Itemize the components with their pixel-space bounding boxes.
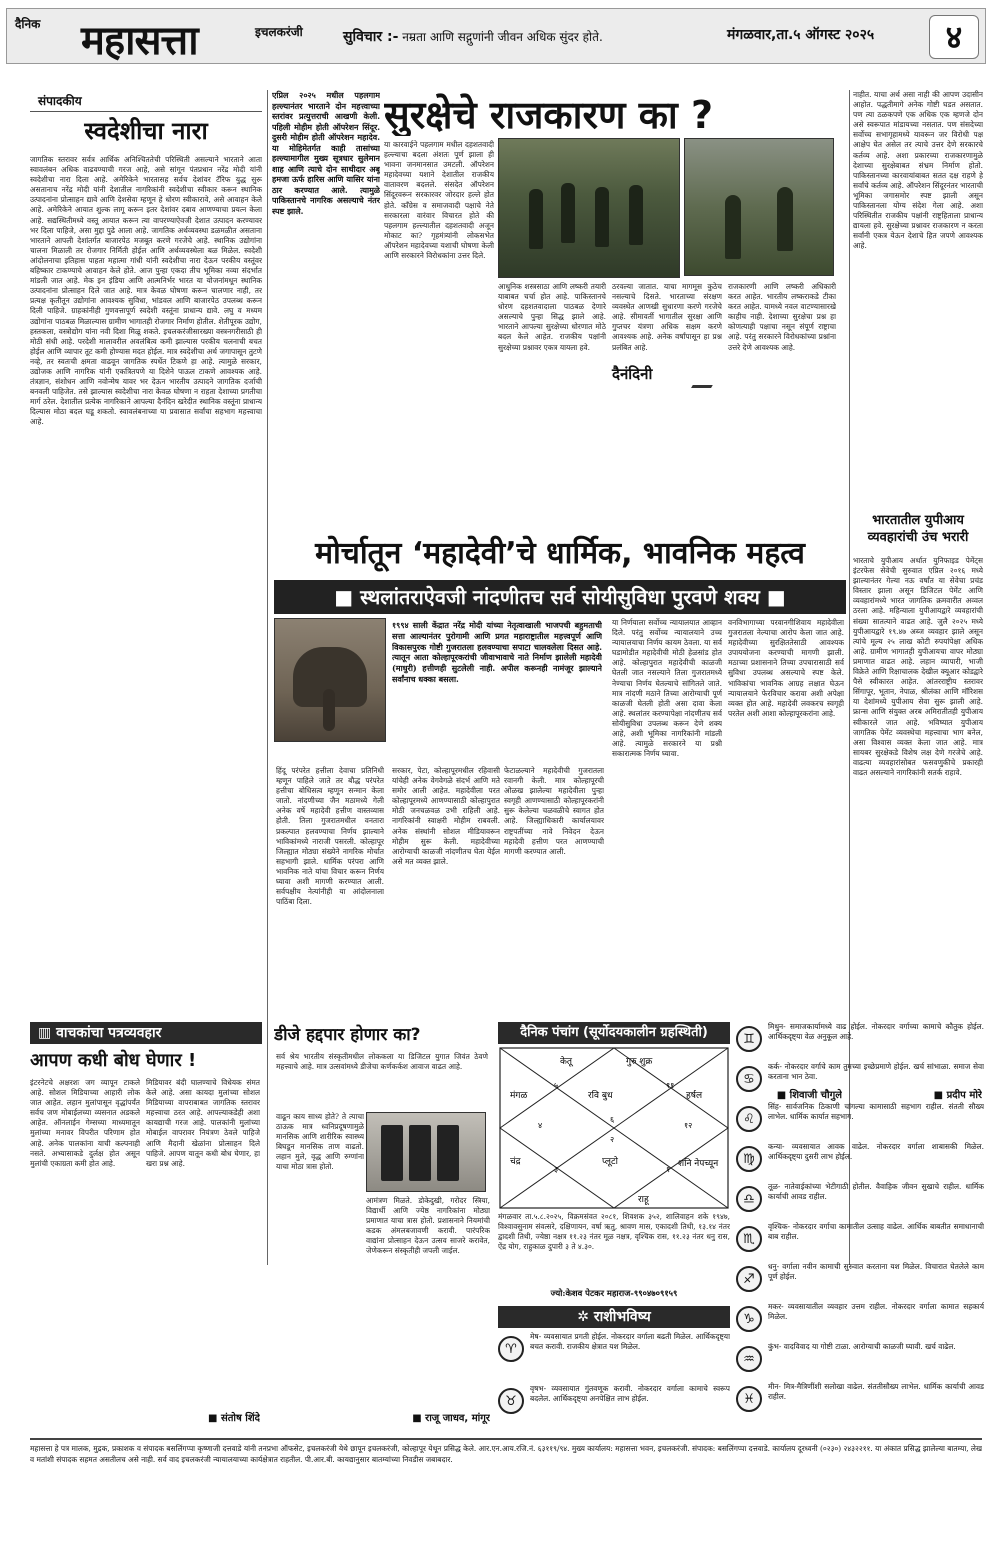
masthead — [6, 8, 986, 64]
speakers-photo — [366, 1112, 486, 1192]
publication-date: मंगळवार,ता.५ ऑगस्ट २०२५ — [727, 27, 875, 43]
dj-column: वाढून काय साध्य होते? ते त्याचा ठाऊक मात्र ध्वनिप्रदूषणामुळे मानसिक आणि शारीरिक स्वास्थ्य बिघडून मानसिक ताण वाढतो. लहान मुले, वृद्ध आणि रुग्णांना याचा मोठा त्रास होतो. — [276, 1112, 364, 1172]
article1-column: ठरवल्या जातात. याचा मागमूस कुठेच नसल्याचे दिसते. भारताच्या संरक्षण व्यवस्थेत आणखी सुधारणा करणे गरजेचे आहे. सीमावर्ती भागातील सुरक्षा आणि गुप्तचर यंत्रणा अधिक सक्षम करणे आवश्यक आहे. अनेक वर्षांपासून हा प्रश्न प्रलंबित आहे. — [612, 282, 722, 352]
house-number: ५ — [554, 1081, 559, 1090]
article2-headline: मोर्चातून ‘महादेवी’चे धार्मिक, भावनिक महत्व — [315, 536, 805, 571]
house-label: मंगळ — [510, 1091, 528, 1101]
dj-column: आमंत्रण मिळते. डोकेदुखी, गरोदर स्त्रिया, विद्यार्थी आणि ज्येष्ठ नागरिकांना मोठ्या प्रमाणात याचा त्रास होतो. प्रशासनाने नियमांची कडक अंमलबजावणी करावी. पारंपरिक वाद्यांना प्रोत्साहन देऊन उत्सव साजरे करावेत, जेणेकरून संस्कृतीही जपली जाईल. — [366, 1196, 490, 1256]
editorial-kicker: संपादकीय — [30, 90, 262, 112]
house-number: १२ — [684, 1121, 693, 1130]
rashi-item: धनु- वर्गाला नवीन कामाची सुरुवात करताना यश मिळेल. विचारात घेतलेले काम पूर्ण होईल. — [768, 1262, 984, 1281]
sagittarius-icon: ♐ — [736, 1266, 762, 1292]
taurus-icon: ♉ — [498, 1388, 524, 1414]
rashi-item: मकर- व्यवसायातील व्यवहार उत्तम राहील. नोकरदार वर्गाला कामात सहकार्य मिळेल. — [768, 1302, 984, 1321]
soldier-figure — [595, 187, 609, 247]
rashi-item: मीन- मित्र-मैत्रिणींशी सलोखा वाढेल. संततीसौख्य लाभेल. धार्मिक कार्याची आवड राहील. — [768, 1382, 984, 1401]
rashi-item: मिथुन- समाजकार्यामध्ये वाढ होईल. नोकरदार वर्गाच्या कामाचे कौतुक होईल. आर्थिकदृष्ट्या वेळ अनुकूल आहे. — [768, 1022, 984, 1041]
rashi-item: कर्क- नोकरदार वर्गाचे काम तुमच्या इच्छेप्रमाणे होईल. खर्च सांभाळा. समाज सेवा करताना भान ठेवा. — [768, 1062, 984, 1081]
article2-column: सरकार, पेटा, कोल्हापूरमधील रहिवासी यांचेही अनेक वेगवेगळे संदर्भ आणि मते समोर आली आहेत. महादेवीला परत कोल्हापूरमध्ये आणण्यासाठी कोल्हापुरात मोठी जनचळवळ उभी राहिली आहे. नागरिकांनी स्वाक्षरी मोहीम राबवली. अनेक संस्थांनी सोशल मीडियावरून मोहीम सुरू केली. महादेवीच्या आरोग्याची काळजी नांदणीतच घेता येईल असे मत व्यक्त झाले. — [392, 766, 500, 866]
panchang-astrologer: ज्यो:केशव पेटकर महाराज-९९०४७०९१५९ — [550, 1288, 678, 1298]
letters-section-header — [30, 1022, 262, 1044]
editorial-body: जागतिक स्तरावर सर्वत्र आर्थिक अनिश्चिततेची परिस्थिती असल्याने भारताने आता स्वावलंबन अधिक वाढवण्याची गरज आहे, असे सांगून पंतप्रधान नरेंद्र मोदी यांनी स्वदेशीचा नारा दिला आहे. अमेरिकेने भारतासह सर्वच देशांवर टॅरिफ युद्ध सुरू असतानाच नरेंद्र मोदी यांनी देशातील नागरिकांनी स्वदेशीचा स्वीकार करून स्थानिक उत्पादनांना प्रोत्साहन द्यावे आणि देशसेवा म्हणून हे धोरण स्वीकारावे, असे आवाहन केले आहे. अमेरिकेने आयात शुल्क लागू करून इतर देशांवर दबाव आणण्याचा प्रयत्न केला आहे. सद्यस्थितीमध्ये वस्तू आयात करून त्या वापरण्याऐवजी देशात उत्पादन करण्यावर भर दिला पाहिजे, असा मुद्दा पुढे आला आहे. जागतिक अर्थव्यवस्था डळमळीत असताना भारताने आपली देशांतर्गत बाजारपेठ मजबूत करणे गरजेचे आहे. स्थानिक उद्योगांना चालना मिळाली तर रोजगार निर्मिती होईल आणि अर्थव्यवस्थेला बळ मिळेल. स्वदेशी आंदोलनाचा इतिहास पाहता महात्मा गांधी यांनी स्वदेशीचा नारा देऊन परकीय वस्तूंवर बहिष्कार टाकण्याचे आवाहन केले होते. आज पुन्हा एकदा तीच भूमिका नव्या संदर्भात मांडली जात आहे. मेक इन इंडिया आणि आत्मनिर्भर भारत या योजनांमधून स्थानिक उत्पादनांना प्रोत्साहन दिले जात आहे. मात्र केवळ घोषणा करून चालणार नाही, तर प्रत्यक्ष कृतीतून उद्योगांना आवश्यक सुविधा, भांडवल आणि बाजारपेठ उपलब्ध करून दिली पाहिजे. ग्राहकांनीही गुणवत्तापूर्ण स्वदेशी वस्तूंना प्राधान्य द्यावे. लघु व मध्यम उद्योगांना पाठबळ मिळाल्यास ग्रामीण भागातही रोजगार निर्माण होतील. शेतीपूरक उद्योग, हस्तकला, वस्त्रोद्योग यांना नवी दिशा मिळू शकते. इचलकरंजीसारख्या वस्त्रनगरीसाठी ही मोठी संधी आहे. परदेशी मालावरील अवलंबित्व कमी झाल्यास परकीय चलनाची बचत होईल आणि व्यापार तूट कमी होण्यास मदत होईल. मात्र स्वदेशीचा अर्थ जगापासून तुटणे नव्हे, तर स्वतःची क्षमता वाढवून जागतिक स्पर्धेत टिकणे हा आहे. त्यामुळे सरकार, उद्योजक आणि नागरिक यांनी एकत्रितपणे या दिशेने पाऊल टाकणे आवश्यक आहे. तंत्रज्ञान, संशोधन आणि नवोन्मेष यावर भर देऊन भारतीय उत्पादने जागतिक दर्जाची बनवली पाहिजेत. तसे झाल्यास स्वदेशीचा नारा केवळ घोषणा न राहता देशाच्या प्रगतीचा मार्ग ठरेल. देशातील प्रत्येक नागरिकाने आपल्या दैनंदिन खरेदीत स्थानिक वस्तूंना प्राधान्य दिल्यास मोठा बदल घडू शकतो. स्वावलंबनाच्या या प्रवासात सर्वांचा सहभाग महत्त्वाचा आहे. — [30, 155, 262, 427]
book-icon: ▥ — [38, 1025, 57, 1041]
panchang-details: मंगळवार ता.५.८.२०२५, विक्रमसंवत २०८१, शिवशक ३५२, शालिवाहन शके १९४७, विश्वावसुनाम संवत्सरे, दक्षिणायन, वर्षा ऋतु, श्रावण मास, एकादशी तिथी, १३.१४ नंतर द्वादशी तिथी, ज्येष्ठा नक्षत्र ११.२३ नंतर मूळ नक्षत्र, वृश्चिक रास, ११.२३ नंतर धनु रास, ऐंद्र योग, राहुकाळ दुपारी ३ ते ४.३०. — [498, 1212, 730, 1252]
article2-column: वनविभागाच्या परवानगीशिवाय महादेवीला गुजरातला नेल्याचा आरोप केला जात आहे. महादेवीच्या सुरक्षिततेसाठी आवश्यक उपाययोजना करण्याची मागणी झाली. मठाच्या प्रशासनाने तिच्या उपचारासाठी सर्व सुविधा उपलब्ध असल्याचे स्पष्ट केले. भाविकांचा भावनिक आग्रह लक्षात घेऊन न्यायालयाने फेरविचार करावा अशी अपेक्षा व्यक्त होत आहे. महादेवी लवकरच स्वगृही परतेल अशी आशा कोल्हापूरकरांना आहे. — [728, 618, 844, 718]
article2-subheadline: ■ स्थलांतराऐवजी नांदणीतच सर्व सोयीसुविधा पुरवणे शक्य ■ — [274, 580, 846, 614]
house-number: २ — [610, 1135, 615, 1144]
leo-icon: ♌ — [736, 1106, 762, 1132]
gemini-icon: ♊ — [736, 1026, 762, 1052]
house-label: रवि बुध — [588, 1091, 613, 1101]
rashi-right-group — [736, 1022, 984, 1434]
capricorn-icon: ♑ — [736, 1306, 762, 1332]
house-label: हर्षल — [686, 1091, 703, 1101]
article2-lead: १९९४ साली केंद्रात नरेंद्र मोदी यांच्या नेतृत्वाखाली भाजपची बहुमताची सत्ता आल्यानंतर पुरोगामी आणि प्रगत महाराष्ट्रातील महत्त्वपूर्ण आणि विकासपुरक गोष्टी गुजरातला हलवण्याचा सपाटा चालवलेला दिसत आहे. त्यातून आता कोल्हापूरकरांची जीवाभावाचे नाते निर्माण झालेली महादेवी (माधुरी) हत्तीणही सुटलेली नाही. अपील करूनही नामंजूर झाल्याने सर्वांनाच धक्का बसला. — [392, 620, 602, 684]
soldier-figure — [777, 187, 793, 251]
article1-column: राजकारणी आणि लष्करी अधिकारी करत आहेत. भारतीय लष्कराकडे टीका करत आहेत. यामध्ये नवल वाटण्यासारखे काहीच नाही. देशाच्या सुरक्षेचा प्रश्न हा कोणत्याही पक्षाचा नसून संपूर्ण राष्ट्राचा आहे. परंतु सरकारने विरोधकांच्या प्रश्नांना उत्तरे देणे आवश्यक आहे. — [728, 282, 836, 352]
rashi-item: वृश्चिक- नोकरदार वर्गाचा कामातील उत्साह वाढेल. आर्थिक बाबतीत समाधानाची बाब राहील. — [768, 1222, 984, 1241]
article1-far-column: नाहीत. याचा अर्थ असा नाही की आपण उदासीन आहोत. पद्धतीमागे अनेक गोष्टी घडत असतात. पण त्या ठळकपणे एक अधिक एक म्हणजे दोन असे स्वरूपात मांडायच्या नसतात. पण संसदेच्या सर्वोच्च सभागृहामध्ये यावरून जर विरोधी पक्ष आक्षेप घेत असेल तर त्याचे उत्तर देणे सरकारचे कर्तव्य आहे. अशा प्रकारच्या राजकारणामुळे देशाच्या सुरक्षेबाबत संभ्रम निर्माण होतो. पाकिस्तानच्या कारवायांबाबत सतत दक्ष राहणे हे सर्वांचे कर्तव्य आहे. ऑपरेशन सिंदूरनंतर भारताची भूमिका जगासमोर स्पष्ट झाली असून पाकिस्तानला योग्य संदेश गेला आहे. अशा परिस्थितीत राजकीय पक्षांनी राष्ट्रहिताला प्राधान्य द्यायला हवे. सुरक्षेच्या प्रश्नावर राजकारण न करता सर्वांनी एकत्र येऊन देशाचे हित जपणे आवश्यक आहे. — [853, 90, 983, 251]
soldier-figure — [529, 189, 543, 249]
rashi-item: कन्या- व्यवसायात आवक वाढेल. नोकरदार वर्गाला शाबासकी मिळेल. आर्थिकदृष्ट्या दुसरी लाभ होईल. — [768, 1142, 984, 1161]
thought-label: सुविचार :- — [343, 29, 399, 45]
dj-byline: ■ राजू जाधव, मांगूर — [412, 1413, 490, 1424]
scorpio-icon: ♏ — [736, 1226, 762, 1252]
article1-headline: सुरक्षेचे राजकारण का ? — [384, 93, 713, 136]
imprint-footer: महासत्ता हे पत्र मालक, मुद्रक, प्रकाशक व संपादक बसलिंगप्पा कृष्णाजी दत्तवाडे यांनी तनप्रभा ऑफसेट, इचलकरंजी येथे छापून इचलकरंजी, कोल्हापूर येथून प्रसिद्ध केले. आर.एन.आय.रजि.नं. ६३११९/९४. मुख्य कार्यालय: महासत्ता भवन, इचलकरंजी. संपादक: बसलिंगप्पा दत्तवाडे. कार्यालय दूरध्वनी (०२३०) २४३२२११. या अंकात प्रसिद्ध झालेल्या बातम्या, लेख व मतांशी संपादक सहमत असतीलच असे नाही. सर्व वाद इचलकरंजी न्यायालयाच्या कार्यक्षेत्रात राहतील. पी.आर.बी. कायद्यानुसार बातम्यांच्या निवडीस जबाबदार. — [30, 1438, 982, 1508]
article2-column: या निर्णयाला सर्वोच्च न्यायालयात आव्हान दिले. परंतु सर्वोच्च न्यायालयाने उच्च न्यायालयाचा निर्णय कायम ठेवला. या सर्व घडामोडीत महादेवीची मोठी हेळसांड होत आहे. कोल्हापुरात महादेवीची काळजी घेतली जात नसल्याने तिला गुजरातमध्ये नेण्याचा निर्णय घेतल्याचे सांगितले जाते. मात्र नांदणी मठाने तिच्या आरोग्याची पूर्ण काळजी घेतली होती असा दावा केला आहे. स्थलांतर करण्यापेक्षा नांदणीतच सर्व सोयीसुविधा उपलब्ध करून देणे शक्य आहे, अशी भूमिका नागरिकांनी मांडली आहे. त्यामुळे सरकारने या प्रश्नी सकारात्मक निर्णय घ्यावा. — [612, 618, 722, 759]
article2-column: फेटाळल्याने महादेवीची गुजरातला रवानगी केली. मात्र कोल्हापूरची ओळख झालेल्या महादेवीला पुन्हा स्वगृही आणण्यासाठी कोल्हापूरकरांनी सुरू केलेल्या चळवळीचे स्वागत होत आहे. जिल्ह्याधिकारी कार्यालयावर राष्ट्रपतींच्या नावे निवेदन देऊन महादेवी हत्तीण परत आणण्याची मागणी करण्यात आली. — [504, 766, 604, 856]
rashi-item: सिंह- सार्वजनिक ठिकाणी चांगल्या कामासाठी सहभाग राहील. संतती सौख्य लाभेल. धार्मिक कार्यात सहभाग. — [768, 1102, 984, 1121]
panchang-header: दैनिक पंचांग (सूर्योदयकालीन ग्रहस्थिती) — [498, 1022, 730, 1044]
rashi-left-group — [498, 1332, 730, 1436]
letters-column: इंटरनेटचे अक्षरशः जग व्यापून टाकले आहे. सोशल मिडियाच्या आहारी लोक जात आहेत. लहान मुलांपासून वृद्धांपर्यंत सर्वच जण मोबाईलच्या व्यसनात अडकले आहेत. ऑनलाईन गेम्सच्या माध्यमातून मुलांच्या मनावर विपरीत परिणाम होत आहे. अनेक पालकांना याची कल्पनाही नसते. अभ्यासाकडे दुर्लक्ष होत असून मुलांची एकाग्रता कमी होत आहे. — [30, 1078, 140, 1168]
dainandini-logo — [610, 360, 722, 394]
letters-title: आपण कधी बोध घेणार ! — [30, 1050, 197, 1071]
virgo-icon: ♍ — [736, 1146, 762, 1172]
house-label: शनि नेपच्यून — [678, 1159, 719, 1169]
paper-prefix: दैनिक — [15, 17, 41, 31]
article1-column: या कारवाईने पहलगाम मधील दहशतवादी हल्ल्याचा बदला अंशतः पूर्ण झाला ही भावना जनमानसात उमटली. ऑपरेशन महादेवच्या यशाने देशातील राजकीय वातावरण बदलले. संसदेत ऑपरेशन सिंदूरवरून सरकारवर जोरदार हल्ले होत होते. काँग्रेस व समाजवादी पक्षाचे नेते सरकारला वारंवार विचारत होते की पहलगाम हल्ल्यातील दहशतवादी अजून मोकाट का? गृहमंत्र्यांनी लोकसभेत ऑपरेशन महादेवच्या यशाची घोषणा केली आणि सरकारने विरोधकांना उत्तर दिले. — [384, 140, 494, 261]
elephant-trunk — [323, 689, 335, 731]
pen-icon — [691, 364, 722, 388]
thought-text: नम्रता आणि सद्गुणांनी जीवन अधिक सुंदर होते. — [402, 30, 603, 44]
soldier-figure — [629, 185, 643, 245]
rashi-item: वृषभ- व्यवसायात गुंतवणूक करावी. नोकरदार वर्गाला कामाचे स्वरूप बदलेल. आर्थिकदृष्ट्या अनपेक्षित लाभ होईल. — [530, 1384, 730, 1403]
house-number: १ — [666, 1165, 671, 1174]
elephant-photo — [274, 618, 386, 742]
article1-lead: एप्रिल २०२५ मधील पहलगाम हल्ल्यानंतर भारताने दोन महत्त्वाच्या स्तरांवर प्रत्युत्तराची आखणी केली. पहिली मोहीम होती ऑपरेशन सिंदूर. दुसरी मोहीम होती ऑपरेशन महादेव. या मोहिमेतर्गत काही तासांच्या हल्ल्यामागील मुख्य सूत्रधार सुलेमान शाह आणि त्याचे दोन साथीदार अबू हमजा ऊर्फ हारिस आणि यासिर यांना ठार करण्यात आले. त्यामुळे पाकिस्तानचे नागरिक असल्याचे नंतर स्पष्ट झाले. — [272, 90, 380, 216]
editorial — [30, 90, 262, 880]
paper-city: इचलकरंजी — [255, 25, 303, 39]
dainandini-label: दैनंदिनी — [612, 365, 653, 383]
soldiers-photo — [498, 138, 680, 278]
soldier-figure — [561, 183, 575, 243]
thought-of-day — [343, 27, 603, 46]
dj-headline: डीजे हद्दपार होणार का? — [274, 1025, 421, 1045]
house-number: ११ — [666, 1081, 675, 1090]
patrol-photo — [684, 138, 834, 276]
letters-byline: ■ संतोष शिंदे — [208, 1413, 260, 1424]
article1-column: आधुनिक शस्त्रसाठा आणि लष्करी तयारी याबाबत चर्चा होत आहे. पाकिस्तानचे धोरण दहशतवादाला पाठबळ देणारे असल्याचे पुन्हा सिद्ध झाले आहे. भारताने आपल्या सुरक्षेच्या धोरणात मोठे बदल केले आहेत. राजकीय पक्षांनी सुरक्षेच्या प्रश्नावर एकत्र यायला हवे. — [498, 282, 606, 352]
aries-icon: ♈ — [498, 1336, 524, 1362]
house-number: ६ — [610, 1115, 615, 1124]
column-divider — [267, 90, 268, 1265]
letters-section-label: वाचकांचा पत्रव्यवहार — [56, 1025, 162, 1041]
kundali-chart — [498, 1046, 730, 1210]
speaker-figure — [409, 1125, 431, 1181]
aquarius-icon: ♒ — [736, 1346, 762, 1372]
cancer-icon: ♋ — [736, 1066, 762, 1092]
house-number: ३ — [554, 1165, 559, 1174]
house-number: ४ — [538, 1121, 543, 1130]
upi-body: भारताचे युपीआय अर्थात युनिफाइड पेमेंट्स इंटरफेस सेवेची सुरुवात एप्रिल २०१६ मध्ये झाल्यानंतर गेल्या नऊ वर्षांत या सेवेचा प्रचंड विस्तार झाला असून डिजिटल पेमेंट आणि व्यवहारांमध्ये भारत जागतिक क्रमवारीत अव्वल ठरला आहे. महिन्याला युपीआयद्वारे व्यवहारांची संख्या सातत्याने वाढत आहे. जुलै २०२५ मध्ये युपीआयद्वारे १९.४७ अब्ज व्यवहार झाले असून त्यांचे मूल्य २५ लाख कोटी रुपयांपेक्षा अधिक आहे. ग्रामीण भागातही युपीआयचा वापर मोठ्या प्रमाणात वाढत आहे. लहान व्यापारी, भाजी विक्रेते आणि रिक्षाचालक देखील क्यूआर कोडद्वारे पैसे स्वीकारत आहेत. आंतरराष्ट्रीय स्तरावर सिंगापूर, भूतान, नेपाळ, श्रीलंका आणि मॉरिशस या देशांमध्ये युपीआय सेवा सुरू झाली आहे. फ्रान्स आणि संयुक्त अरब अमिरातीतही युपीआय स्वीकारले जात आहे. भविष्यात युपीआय जागतिक पेमेंट व्यवस्थेचा महत्त्वाचा भाग बनेल, असा विश्वास व्यक्त केला जात आहे. मात्र सायबर सुरक्षेकडे विशेष लक्ष देणे गरजेचे आहे. वाढत्या व्यवहारांसोबत फसवणुकीचे प्रकारही वाढत असल्याने नागरिकांनी सतर्क राहावे. — [853, 556, 983, 777]
rashi-item: मेष- व्यवसायात प्रगती होईल. नोकरदार वर्गाला बढती मिळेल. आर्थिकदृष्ट्या बचत करावी. राजकीय क्षेत्रात यश मिळेल. — [530, 1332, 730, 1351]
article2-byline: ■ शिवाजी चौगुले — [776, 1090, 842, 1101]
libra-icon: ♎ — [736, 1186, 762, 1212]
rashi-item: कुंभ- वादविवाद या गोष्टी टाळा. आरोग्याची काळजी घ्यावी. खर्च वाढेल. — [768, 1342, 956, 1351]
page-number: ४ — [929, 15, 979, 59]
letters-column: मिडियावर बंदी घालण्याचे विधेयक संमत केले आहे. असा कायदा मुलांच्या सोशल मिडियाच्या वापराबाबत जागतिक स्तरावर महत्त्वाचा ठरत आहे. आपल्याकडेही अशा कायद्याची गरज आहे. पालकांनी मुलांच्या मोबाईल वापरावर नियंत्रण ठेवले पाहिजे आणि मैदानी खेळांना प्रोत्साहन दिले पाहिजे. आपण यातून कधी बोध घेणार, हा खरा प्रश्न आहे. — [146, 1078, 260, 1168]
speaker-figure — [381, 1125, 403, 1181]
speaker-figure — [437, 1125, 459, 1181]
rashi-item: तूळ- नातेवाईकांच्या भेटीगाठी होतील. वैवाहिक जीवन सुखाचे राहील. धार्मिक कार्याची आवड राहील. — [768, 1182, 984, 1201]
article2-column: हिंदू परंपरेत हत्तीला देवाचा प्रतिनिधी म्हणून पाहिले जाते तर बौद्ध परंपरेत हत्तीचा बोधिसत्व म्हणून सन्मान केला जातो. नांदणीच्या जैन मठामध्ये गेली अनेक वर्षे महादेवी हत्तीण वास्तव्यास होती. तिला गुजरातमधील वनतारा प्रकल्पात हलवण्याचा निर्णय झाल्याने भाविकांमध्ये नाराजी पसरली. कोल्हापूर जिल्ह्यात मोठ्या संख्येने नागरिक मोर्चात सहभागी झाले. धार्मिक परंपरा आणि भावनिक नाते यांचा विचार करून निर्णय घ्यावा अशी मागणी करण्यात आली. सर्वपक्षीय नेत्यांनीही या आंदोलनाला पाठिंबा दिला. — [276, 766, 384, 907]
rashi-header: ✲ राशीभविष्य — [498, 1306, 730, 1328]
house-label: गुरु शुक्र — [626, 1057, 653, 1067]
house-label: चंद्र — [510, 1157, 521, 1167]
house-label: राहू — [638, 1195, 649, 1205]
upi-headline: भारतातील युपीआय व्यवहारांची उंच भरारी — [867, 513, 969, 545]
house-label: प्लूटो — [602, 1157, 618, 1167]
dj-lead: सर्व श्रेय भारतीय संस्कृतीमधील लोककला या डिजिटल युगात जिवंत ठेवणे महत्त्वाचे आहे. मात्र उत्सवांमध्ये डीजेचा कर्णकर्कश आवाज वाढत आहे. — [276, 1052, 488, 1072]
editorial-title: स्वदेशीचा नारा — [84, 117, 208, 145]
upi-byline: ■ प्रदीप मोरे — [933, 1090, 982, 1101]
soldier-figure — [725, 195, 741, 259]
pisces-icon: ♓ — [736, 1386, 762, 1412]
house-label: केतू — [560, 1057, 573, 1067]
paper-name: महासत्ता — [81, 18, 198, 64]
